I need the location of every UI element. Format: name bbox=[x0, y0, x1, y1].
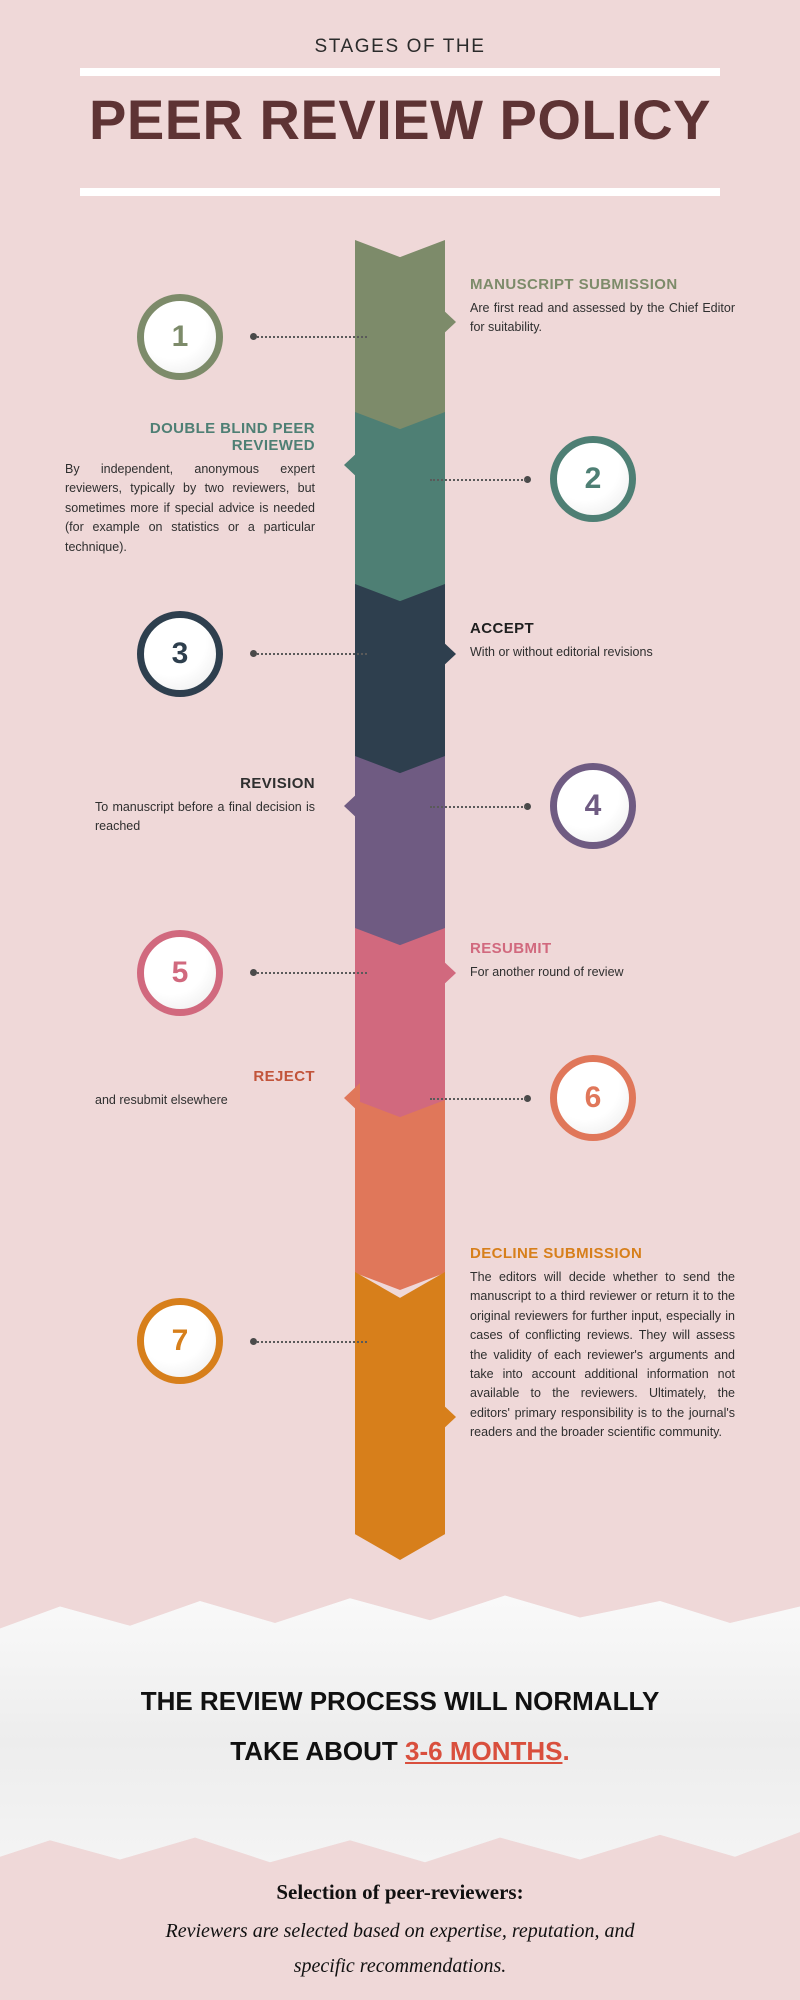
step-text-7 bbox=[470, 1245, 735, 1442]
step-title-1: MANUSCRIPT SUBMISSION bbox=[470, 276, 678, 293]
step-title-6: REJECT bbox=[253, 1068, 315, 1085]
connector-line-3 bbox=[257, 653, 367, 657]
ribbon-pointer-4 bbox=[344, 791, 360, 821]
step-number-6: 6 bbox=[584, 1081, 602, 1114]
connector-dot-1 bbox=[250, 333, 257, 340]
step-badge-1[interactable] bbox=[137, 294, 223, 380]
step-body-2: By independent, anonymous expert reviewers, typically by two reviewers, but sometimes more if special advice is needed (for example on statistics or a particular technique). bbox=[65, 462, 315, 554]
footer-line-1: THE REVIEW PROCESS WILL NORMALLY bbox=[140, 1686, 660, 1716]
closing-heading: Selection of peer-reviewers: bbox=[276, 1880, 524, 1904]
step-body-4: To manuscript before a final decision is reached bbox=[95, 800, 315, 834]
step-body-5: For another round of review bbox=[470, 965, 624, 979]
ribbon-pointer-6 bbox=[344, 1083, 360, 1113]
ribbon-pointer-5 bbox=[440, 958, 456, 988]
connector-line-2 bbox=[430, 479, 526, 483]
step-text-2 bbox=[65, 420, 315, 557]
step-text-5 bbox=[470, 940, 735, 982]
step-title-5: RESUBMIT bbox=[470, 940, 552, 957]
connector-line-1 bbox=[257, 336, 367, 340]
eyebrow-text: STAGES OF THE bbox=[314, 36, 486, 57]
step-body-1: Are first read and assessed by the Chief Editor for suitability. bbox=[470, 301, 735, 335]
step-badge-7[interactable] bbox=[137, 1298, 223, 1384]
step-number-4: 4 bbox=[584, 789, 602, 822]
header bbox=[0, 0, 800, 215]
step-number-2: 2 bbox=[584, 462, 602, 495]
step-title-2: DOUBLE BLIND PEER REVIEWED bbox=[149, 420, 315, 454]
closing-line-2: specific recommendations. bbox=[293, 1955, 507, 1977]
footer-line-2-suffix: . bbox=[562, 1736, 570, 1766]
connector-line-5 bbox=[257, 972, 367, 976]
step-badge-6[interactable] bbox=[550, 1055, 636, 1141]
step-text-6 bbox=[95, 1068, 315, 1110]
ribbon-segment-1 bbox=[355, 240, 445, 430]
connector-dot-5 bbox=[250, 969, 257, 976]
step-badge-2[interactable] bbox=[550, 436, 636, 522]
step-badge-5[interactable] bbox=[137, 930, 223, 1016]
step-number-5: 5 bbox=[171, 956, 189, 989]
step-text-4 bbox=[95, 775, 315, 837]
page-title: PEER REVIEW POLICY bbox=[89, 88, 711, 151]
ribbon-pointer-3 bbox=[440, 639, 456, 669]
connector-dot-3 bbox=[250, 650, 257, 657]
closing-line-1: Reviewers are selected based on expertise, reputation, and bbox=[165, 1920, 635, 1942]
ribbon-pointer-2 bbox=[344, 450, 360, 480]
footer-line-2 bbox=[0, 1736, 800, 1767]
step-body-3: With or without editorial revisions bbox=[470, 645, 653, 659]
step-body-6: and resubmit elsewhere bbox=[95, 1093, 228, 1107]
footer-line-2-prefix: TAKE ABOUT bbox=[230, 1736, 406, 1766]
step-badge-4[interactable] bbox=[550, 763, 636, 849]
connector-line-7 bbox=[257, 1341, 367, 1345]
step-number-7: 7 bbox=[171, 1324, 189, 1357]
footer-duration-highlight: 3-6 MONTHS bbox=[405, 1736, 563, 1766]
step-title-4: REVISION bbox=[240, 775, 315, 792]
ribbon-segment-2 bbox=[355, 412, 445, 602]
step-title-7: DECLINE SUBMISSION bbox=[470, 1245, 643, 1262]
ribbon-pointer-7 bbox=[440, 1402, 456, 1432]
step-text-3 bbox=[470, 620, 735, 662]
torn-paper-band bbox=[0, 1590, 800, 1865]
step-body-7: The editors will decide whether to send the manuscript to a third reviewer or return it to the original reviewers for further input, especially in cases of conflicting reviews. They will assess the validity of each reviewer's arguments and take into account additional information not available to the reviewers. Ultimately, the editors' primary responsibility is to the journal's readers and the broader scientific community. bbox=[470, 1270, 735, 1439]
ribbon-segment-7 bbox=[355, 1272, 445, 1560]
header-rule-top bbox=[80, 68, 720, 76]
step-number-1: 1 bbox=[171, 320, 189, 353]
step-text-1 bbox=[470, 276, 735, 338]
ribbon-pointer-1 bbox=[440, 307, 456, 337]
ribbon-segment-6 bbox=[355, 1100, 445, 1290]
connector-line-6 bbox=[430, 1098, 526, 1102]
torn-paper-inner bbox=[0, 1590, 800, 1865]
ribbon-segment-3 bbox=[355, 584, 445, 774]
ribbon-segment-5 bbox=[355, 928, 445, 1118]
step-number-3: 3 bbox=[171, 637, 189, 670]
process-ribbon bbox=[355, 240, 445, 1560]
connector-dot-7 bbox=[250, 1338, 257, 1345]
step-title-3: ACCEPT bbox=[470, 620, 535, 637]
ribbon-segment-4 bbox=[355, 756, 445, 946]
step-badge-3[interactable] bbox=[137, 611, 223, 697]
connector-line-4 bbox=[430, 806, 526, 810]
header-rule-bottom bbox=[80, 188, 720, 196]
